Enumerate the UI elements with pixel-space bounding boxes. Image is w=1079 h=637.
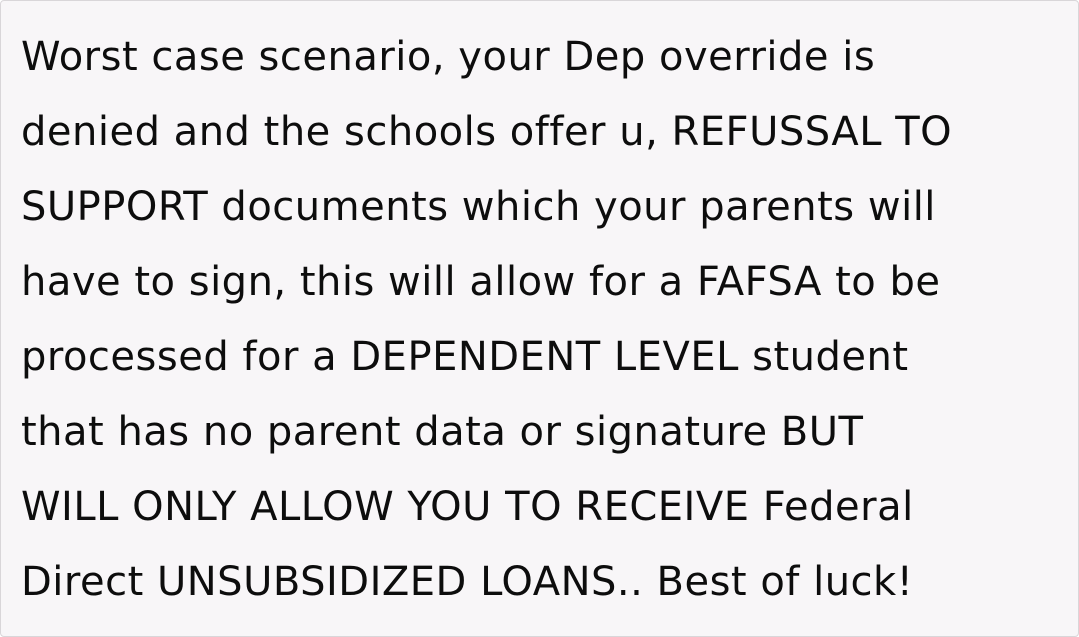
comment-line-1: Worst case scenario, your Dep override is [21,34,876,80]
comment-line-5: processed for a DEPENDENT LEVEL student [21,334,909,380]
comment-line-6: that has no parent data or signature BUT [21,409,864,455]
comment-line-3: SUPPORT documents which your parents will [21,184,936,230]
comment-line-8: Direct UNSUBSIDIZED LOANS.. Best of luck! [21,559,914,605]
comment-line-2: denied and the schools offer u, REFUSSAL TO [21,109,953,155]
comment-text [21,20,1071,620]
comment-line-4: have to sign, this will allow for a FAFSA to be [21,259,941,305]
comment-line-7: WILL ONLY ALLOW YOU TO RECEIVE Federal [21,484,914,530]
